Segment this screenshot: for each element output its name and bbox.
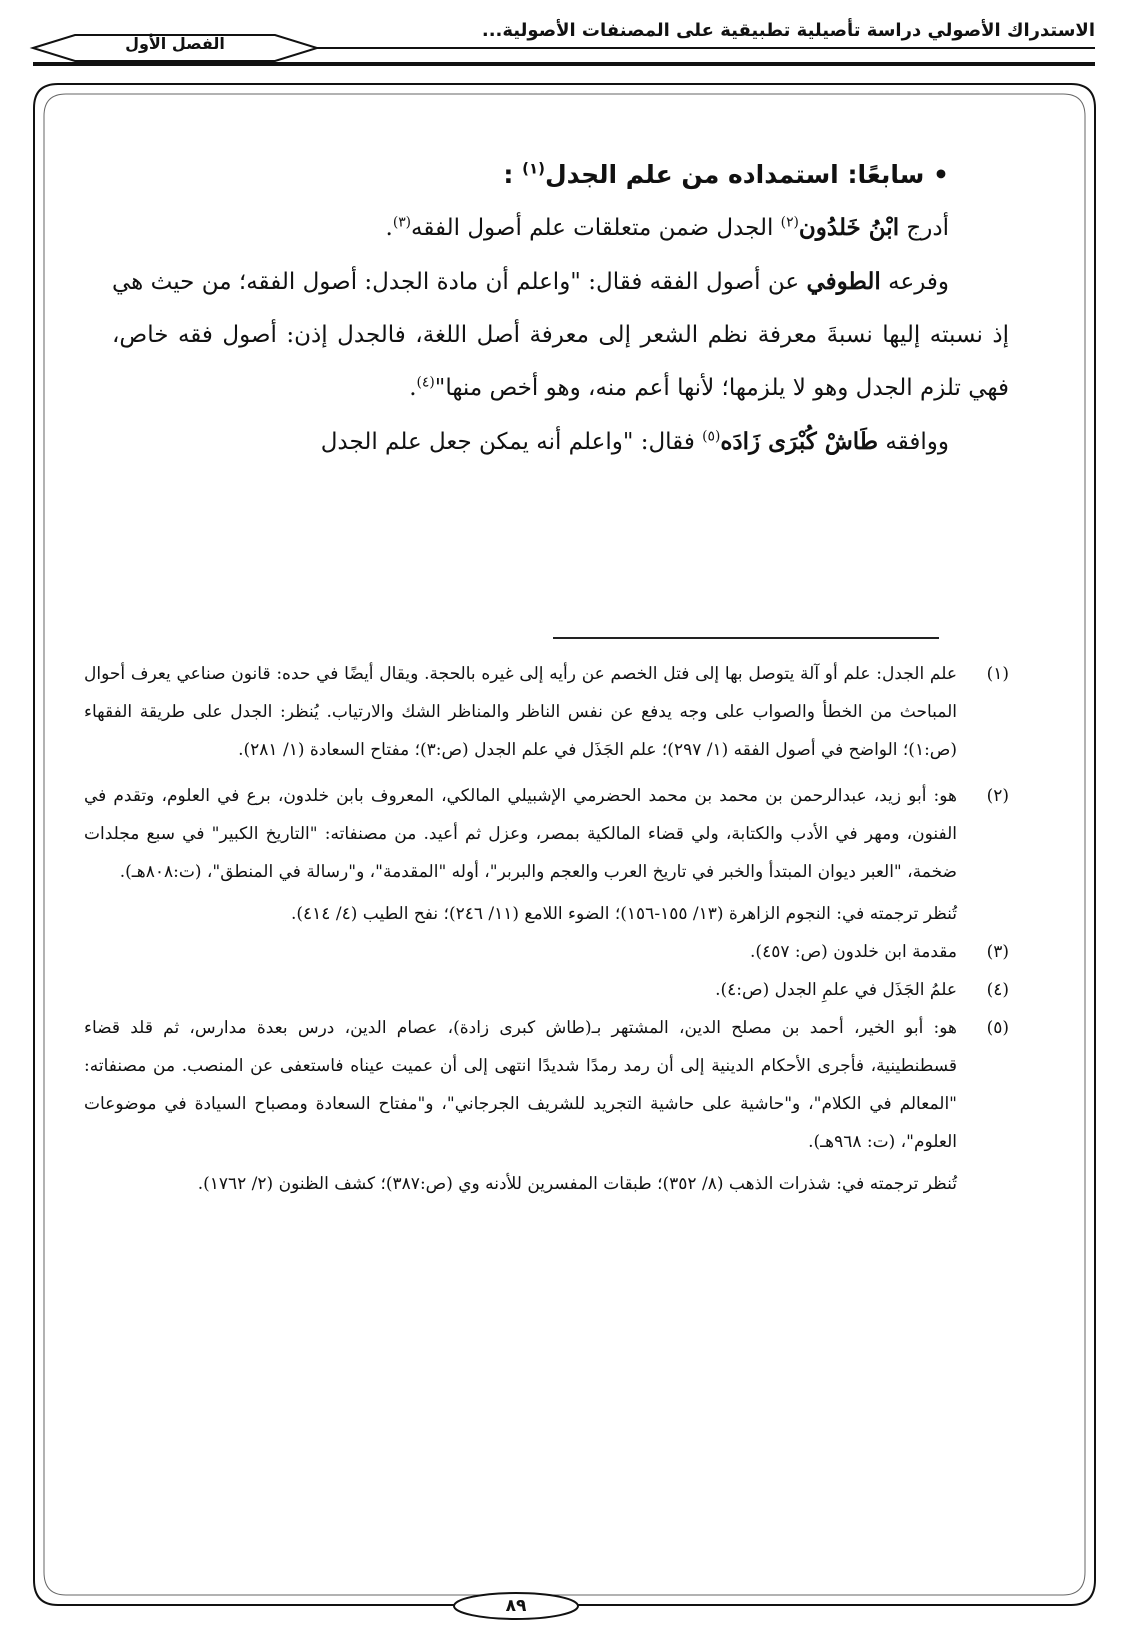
p2-text-a: وفرعه xyxy=(880,269,949,295)
footnote-text: مقدمة ابن خلدون (ص: ٤٥٧). xyxy=(750,942,957,962)
footnote-3 xyxy=(84,933,1009,971)
footnote-text: علمُ الجَذَل في علمِ الجدل (ص:٤). xyxy=(715,980,957,1000)
footnote-number: (٢) xyxy=(986,786,1009,806)
page-number: ٨٩ xyxy=(505,1596,527,1616)
section-heading xyxy=(112,148,1009,201)
heading-colon: : xyxy=(503,160,523,189)
footnote-text: علم الجدل: علم أو آلة يتوصل بها إلى فتل الخصم عن رأيه إلى غيره بالحجة. ويقال أيضًا في حده: قانون صناعي يعرف أحوال المباحث من الخطأ والصواب على وجه يدفع عن نفس الناظر والمناظر الشك والارتياب. يُنظر: الجدل على طريقة الفقهاء (ص:١)؛ الواضح في أصول الفقه (١/ ٢٩٧)؛ علم الجَذَل في علم الجدل (ص:٣)؛ مفتاح السعادة (١/ ٢٨١). xyxy=(84,664,957,760)
chapter-label: الفصل الأول xyxy=(125,34,225,53)
chapter-label-banner xyxy=(33,35,317,61)
p1-text-b: الجدل ضمن متعلقات علم أصول الفقه xyxy=(411,215,781,241)
header-book-title: الاستدراك الأصولي دراسة تأصيلية تطبيقية على المصنفات الأصولية... xyxy=(481,20,1095,41)
footnote-text: هو: أبو الخير، أحمد بن مصلح الدين، المشتهر بـ(طاش كبرى زادة)، عصام الدين، درس بعدة مدارس، ثم قلد قضاء قسطنطينية، فأجرى الأحكام الدينية إلى أن رمد رمدًا شديدًا انتهى إلى أن عميت عيناه فاستعفى عن المنصب. من مصنفاته: "المعالم في الكلام"، و"حاشية على حاشية التجريد للشريف الجرجاني"، و"مفتاح السعادة ومصباح السيادة في موضوعات العلوم"، (ت: ٩٦٨هـ). xyxy=(84,1018,957,1152)
footnote-number: (٥) xyxy=(986,1018,1009,1038)
paragraph-2 xyxy=(112,255,1009,415)
footnote-references: تُنظر ترجمته في: شذرات الذهب (٨/ ٣٥٢)؛ طبقات المفسرين للأدنه وي (ص:٣٨٧)؛ كشف الظنون (٢/ ١٧٦٢). xyxy=(197,1174,957,1194)
ibn-khaldun-name: ابْنُ خَلدُون xyxy=(798,214,900,241)
heading-footnote-ref: (١) xyxy=(522,159,545,178)
footnote-references: تُنظر ترجمته في: النجوم الزاهرة (١٣/ ١٥٥-١٥٦)؛ الضوء اللامع (١١/ ٢٤٦)؛ نفح الطيب (٤/ ٤١٤). xyxy=(290,904,957,924)
footnote-ref-5: (٥) xyxy=(702,428,721,445)
footnote-5 xyxy=(84,1009,1009,1203)
tashkopruzade-name: طَاشْ كُبْرَى زَادَه xyxy=(720,428,879,455)
footnote-2 xyxy=(84,777,1009,933)
footnotes xyxy=(84,655,1009,1203)
p2-text-c: . xyxy=(409,375,417,401)
p1-text-c: . xyxy=(385,215,393,241)
p3-text-a: ووافقه xyxy=(878,429,949,455)
p1-text-a: أدرج xyxy=(899,215,949,241)
footnote-number: (٣) xyxy=(986,942,1009,962)
body-text xyxy=(112,148,1009,469)
footnote-1 xyxy=(84,655,1009,769)
footnote-4 xyxy=(84,971,1009,1009)
footnote-number: (٤) xyxy=(986,980,1009,1000)
footnote-text: هو: أبو زيد، عبدالرحمن بن محمد بن محمد الحضرمي الإشبيلي المالكي، المعروف بابن خلدون، برع في العلوم، وتقدم في الفنون، ومهر في الأدب والكتابة، ولي قضاء المالكية بمصر، وعزل ثم أعيد. من مصنفاته: "التاريخ الكبير" في سبع مجلدات ضخمة، "العبر ديوان المبتدأ والخبر في تاريخ العرب والعجم والبربر"، أوله "المقدمة"، و"رسالة في المنطق"، (ت:٨٠٨هـ). xyxy=(84,786,957,882)
tufi-name: الطوفي xyxy=(806,268,881,295)
footnote-ref-4: (٤) xyxy=(416,374,435,391)
p2-text-b: عن أصول الفقه فقال: "واعلم أن مادة الجدل: أصول الفقه؛ من حيث هي إذ نسبته إليها نسبةَ معرفة نظم الشعر إلى معرفة أصل اللغة، فالجدل إذن: أصول فقه خاص، فهي تلزم الجدل وهو لا يلزمها؛ لأنها أعم منه، وهو أخص منها" xyxy=(112,269,1009,401)
paragraph-3 xyxy=(112,415,1009,469)
footnote-ref-2: (٢) xyxy=(780,214,799,231)
footnote-ref-3: (٣) xyxy=(392,214,412,231)
footnote-number: (١) xyxy=(986,664,1009,684)
footnote-separator xyxy=(553,637,939,639)
paragraph-1 xyxy=(112,201,1009,255)
p3-text-b: فقال: "واعلم أنه يمكن جعل علم الجدل xyxy=(320,429,703,455)
heading-text: • سابعًا: استمداده من علم الجدل xyxy=(544,160,949,189)
